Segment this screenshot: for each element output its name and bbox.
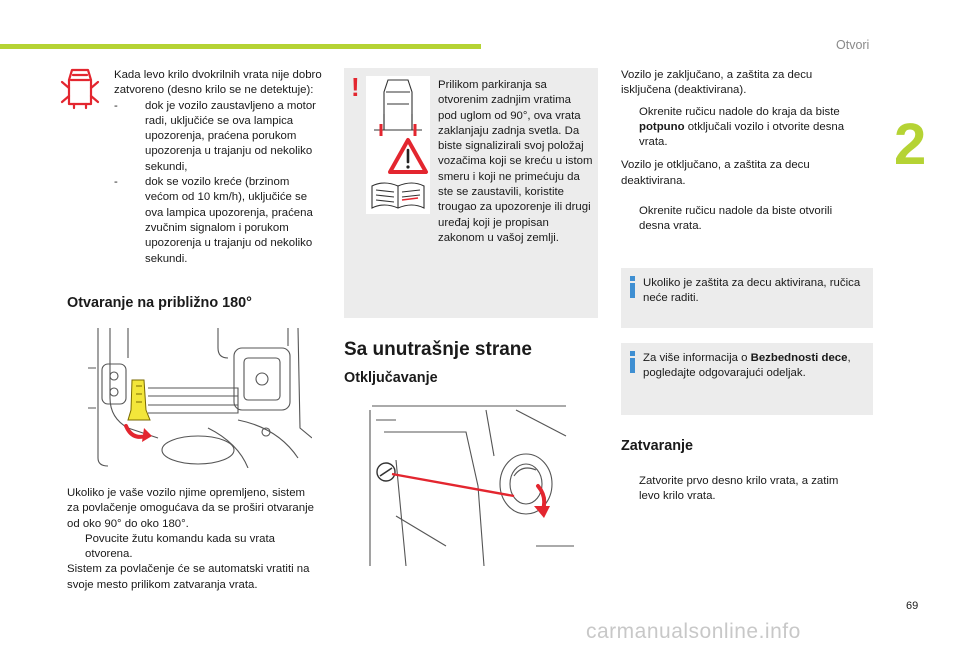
header-accent-bar bbox=[0, 44, 481, 49]
info-safety-text: Za više informacija o Bezbednosti dece, pogledajte odgovarajući odeljak. bbox=[643, 352, 851, 380]
parking-warning-text: Prilikom parkiranja sa otvorenim zadnjim vratima pod uglom od 90°, ova vrata zaklanjaju zadnja svetla. Da biste signalizirali svoj položaj vozačima koji se kreću u istom smeru i koji ne primećuju da ste se zaustavili, koristite trougao za upozorenje ili drugi uređaj koji je propisan zakonom u vašoj zemlji. bbox=[438, 79, 593, 244]
door-retainer-illustration bbox=[88, 328, 312, 468]
heading-from-inside: Sa unutrašnje strane bbox=[344, 339, 532, 360]
heading-closing: Zatvaranje bbox=[621, 438, 693, 454]
unlock-step-1: Okrenite ručicu nadole do kraja da biste potpuno otključali vozilo i otvorite desna vrata. bbox=[639, 105, 845, 149]
section-title: Otvori bbox=[836, 38, 870, 52]
opening-180-step: Povucite žutu komandu kada su vrata otvorena. bbox=[85, 532, 275, 561]
closing-text bbox=[621, 474, 861, 505]
car-doors-open-warning-icon bbox=[60, 66, 100, 110]
parking-warning-illustration bbox=[366, 76, 430, 214]
door-warning-intro: Kada levo krilo dvokrilnih vrata nije dobro zatvoreno (desno krilo se ne detektuje): bbox=[114, 69, 322, 97]
opening-180-text bbox=[67, 486, 317, 593]
info-icon bbox=[626, 276, 639, 298]
door-warning-item: - dok se vozilo kreće (brzinom većom od 10 km/h), uključiće se ova lampica upozorenja, praćena zvučnim signalom i porukom upozorenja u trajanju od nekoliko sekundi. bbox=[114, 176, 313, 265]
info-child-lock-text: Ukoliko je zaštita za decu aktivirana, ručica neće raditi. bbox=[643, 277, 861, 305]
closing-step: Zatvorite prvo desno krilo vrata, a zatim levo krilo vrata. bbox=[639, 475, 839, 503]
interior-handle-illustration bbox=[366, 396, 574, 568]
door-warning-text bbox=[114, 68, 326, 267]
heading-unlocking: Otključavanje bbox=[344, 370, 438, 386]
opening-180-after: Sistem za povlačenje će se automatski vratiti na svoje mesto prilikom zatvaranja vrata. bbox=[67, 563, 310, 591]
opening-180-desc: Ukoliko je vaše vozilo njime opremljeno, sistem za povlačenje omogućava da se proširi otvaranje od oko 90° do oko 180°. bbox=[67, 487, 314, 530]
info-icon bbox=[626, 351, 639, 373]
door-warning-item: - dok je vozilo zaustavljeno a motor radi, uključiće se ova lampica upozorenja, praćena porukom upozorenja u trajanju od nekoliko sekundi, bbox=[114, 99, 316, 173]
unlock-text bbox=[621, 68, 861, 235]
warning-mark: ! bbox=[351, 72, 360, 102]
unlock-state-2: Vozilo je otključano, a zaštita za decu deaktivirana. bbox=[621, 159, 810, 187]
page-number: 69 bbox=[906, 600, 919, 612]
chapter-number: 2 bbox=[894, 112, 927, 177]
unlock-state-1: Vozilo je zaključano, a zaštita za decu isključena (deaktivirana). bbox=[621, 69, 813, 97]
heading-opening-180: Otvaranje na približno 180° bbox=[67, 295, 252, 311]
watermark: carmanualsonline.info bbox=[586, 620, 801, 643]
unlock-step-2: Okrenite ručicu nadole da biste otvorili desna vrata. bbox=[639, 205, 833, 233]
